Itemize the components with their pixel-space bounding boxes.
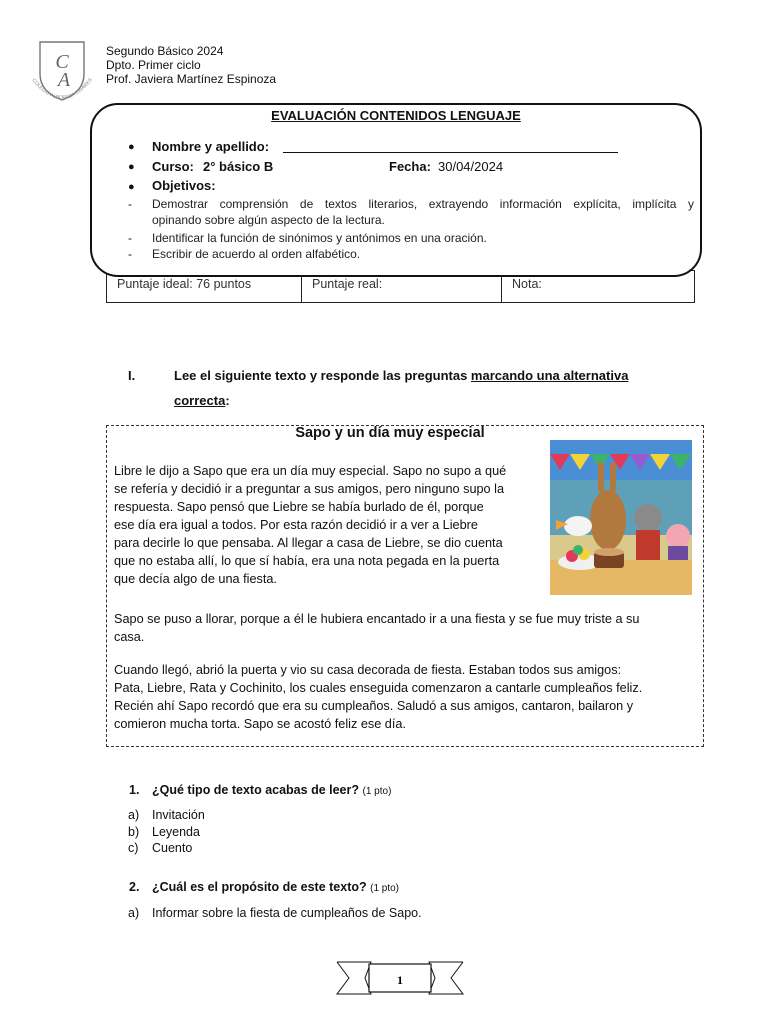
story-paragraph-1: Libre le dijo a Sapo que era un día muy especial. Sapo no supo a qué se refería y decidió ir a preguntar a sus amigos, pero ninguno supo la respuesta. Sapo pensó que Liebre se había burlado de él, porque ese día era igual a todos. Por esta razón decidió ir a ver a Liebre para decirle lo que pensaba. Al llegar a casa de Liebre, se dio cuenta que no estaba allí, lo que sí había, era una nota pegada en la puerta que decía algo de una fiesta.: [114, 464, 507, 586]
page-number-ribbon: [335, 958, 465, 998]
header-department: Dpto. Primer ciclo: [106, 58, 201, 72]
svg-text:C: C: [55, 51, 69, 73]
dash-icon: -: [128, 231, 132, 245]
objective-3: Escribir de acuerdo al orden alfabético.: [152, 247, 361, 261]
objective-1-line2: opinando sobre algún aspecto de la lectura.: [152, 213, 385, 227]
name-label: Nombre y apellido:: [152, 139, 270, 154]
question-2: 2. ¿Cuál es el propósito de este texto? (1 pto): [129, 880, 400, 894]
grade-cell: Nota:: [512, 277, 542, 291]
dash-icon: -: [128, 197, 132, 211]
date-value: 30/04/2024: [438, 159, 504, 174]
course-value: 2° básico B: [203, 159, 274, 174]
question-2-options: [128, 905, 422, 922]
bullet-icon: ●: [128, 181, 135, 193]
svg-text:A: A: [57, 69, 71, 91]
question-1-options: [128, 807, 205, 857]
option-c[interactable]: c) Cuento: [128, 841, 193, 855]
real-score: Puntaje real:: [302, 271, 502, 302]
svg-text:COLEGIO ALBORADA LINARES: COLEGIO ALBORADA LINARES: [30, 77, 94, 102]
question-1: 1. ¿Qué tipo de texto acabas de leer? (1 pto): [129, 783, 392, 797]
option-b[interactable]: b) Leyenda: [128, 824, 200, 839]
document-header: [106, 44, 276, 86]
date-label: Fecha:: [389, 159, 431, 174]
course-label: Curso:: [152, 159, 194, 174]
objective-2: Identificar la función de sinónimos y antónimos en una oración.: [152, 231, 487, 245]
page-number: 1: [397, 973, 403, 987]
story-illustration: [550, 440, 692, 595]
section-number: I.: [128, 368, 136, 383]
header-grade-year: Segundo Básico 2024: [106, 44, 224, 58]
story-paragraph-2: Sapo se puso a llorar, porque a él le hubiera encantado ir a una fiesta y se fue muy triste a su casa.: [114, 612, 640, 644]
bullet-icon: ●: [128, 161, 135, 173]
story-title: Sapo y un día muy especial: [295, 425, 485, 441]
school-logo: [26, 34, 98, 106]
evaluation-title: EVALUACIÓN CONTENIDOS LENGUAJE: [271, 108, 521, 123]
bullet-icon: ●: [128, 141, 135, 153]
objectives-label: Objetivos:: [152, 178, 216, 193]
ideal-score: Puntaje ideal: 76 puntos: [107, 271, 302, 302]
dash-icon: -: [128, 247, 132, 261]
option-a[interactable]: a) Informar sobre la fiesta de cumpleaños de Sapo.: [128, 906, 422, 920]
header-teacher: Prof. Javiera Martínez Espinoza: [106, 72, 277, 86]
name-blank-line[interactable]: [283, 152, 618, 153]
option-a[interactable]: a) Invitación: [128, 808, 205, 822]
story-paragraph-3: Cuando llegó, abrió la puerta y vio su casa decorada de fiesta. Estaban todos sus amigos: Pata, Liebre, Rata y Cochinito, los cuales enseguida comenzaron a cantarle cumpleaños feliz. Recién ahí Sapo recordó que era su cumpleaños. Saludó a sus amigos, cantaron, bailaron y comieron mucha torta. Sapo se acostó feliz ese día.: [114, 663, 643, 731]
section-1-instruction: I. Lee el siguiente texto y responde las preguntas marcando una alternativa correcta:: [128, 363, 628, 413]
objective-1-line1: Demostrar comprensión de textos literarios, extrayendo información explícita, implícita y: [152, 197, 694, 211]
